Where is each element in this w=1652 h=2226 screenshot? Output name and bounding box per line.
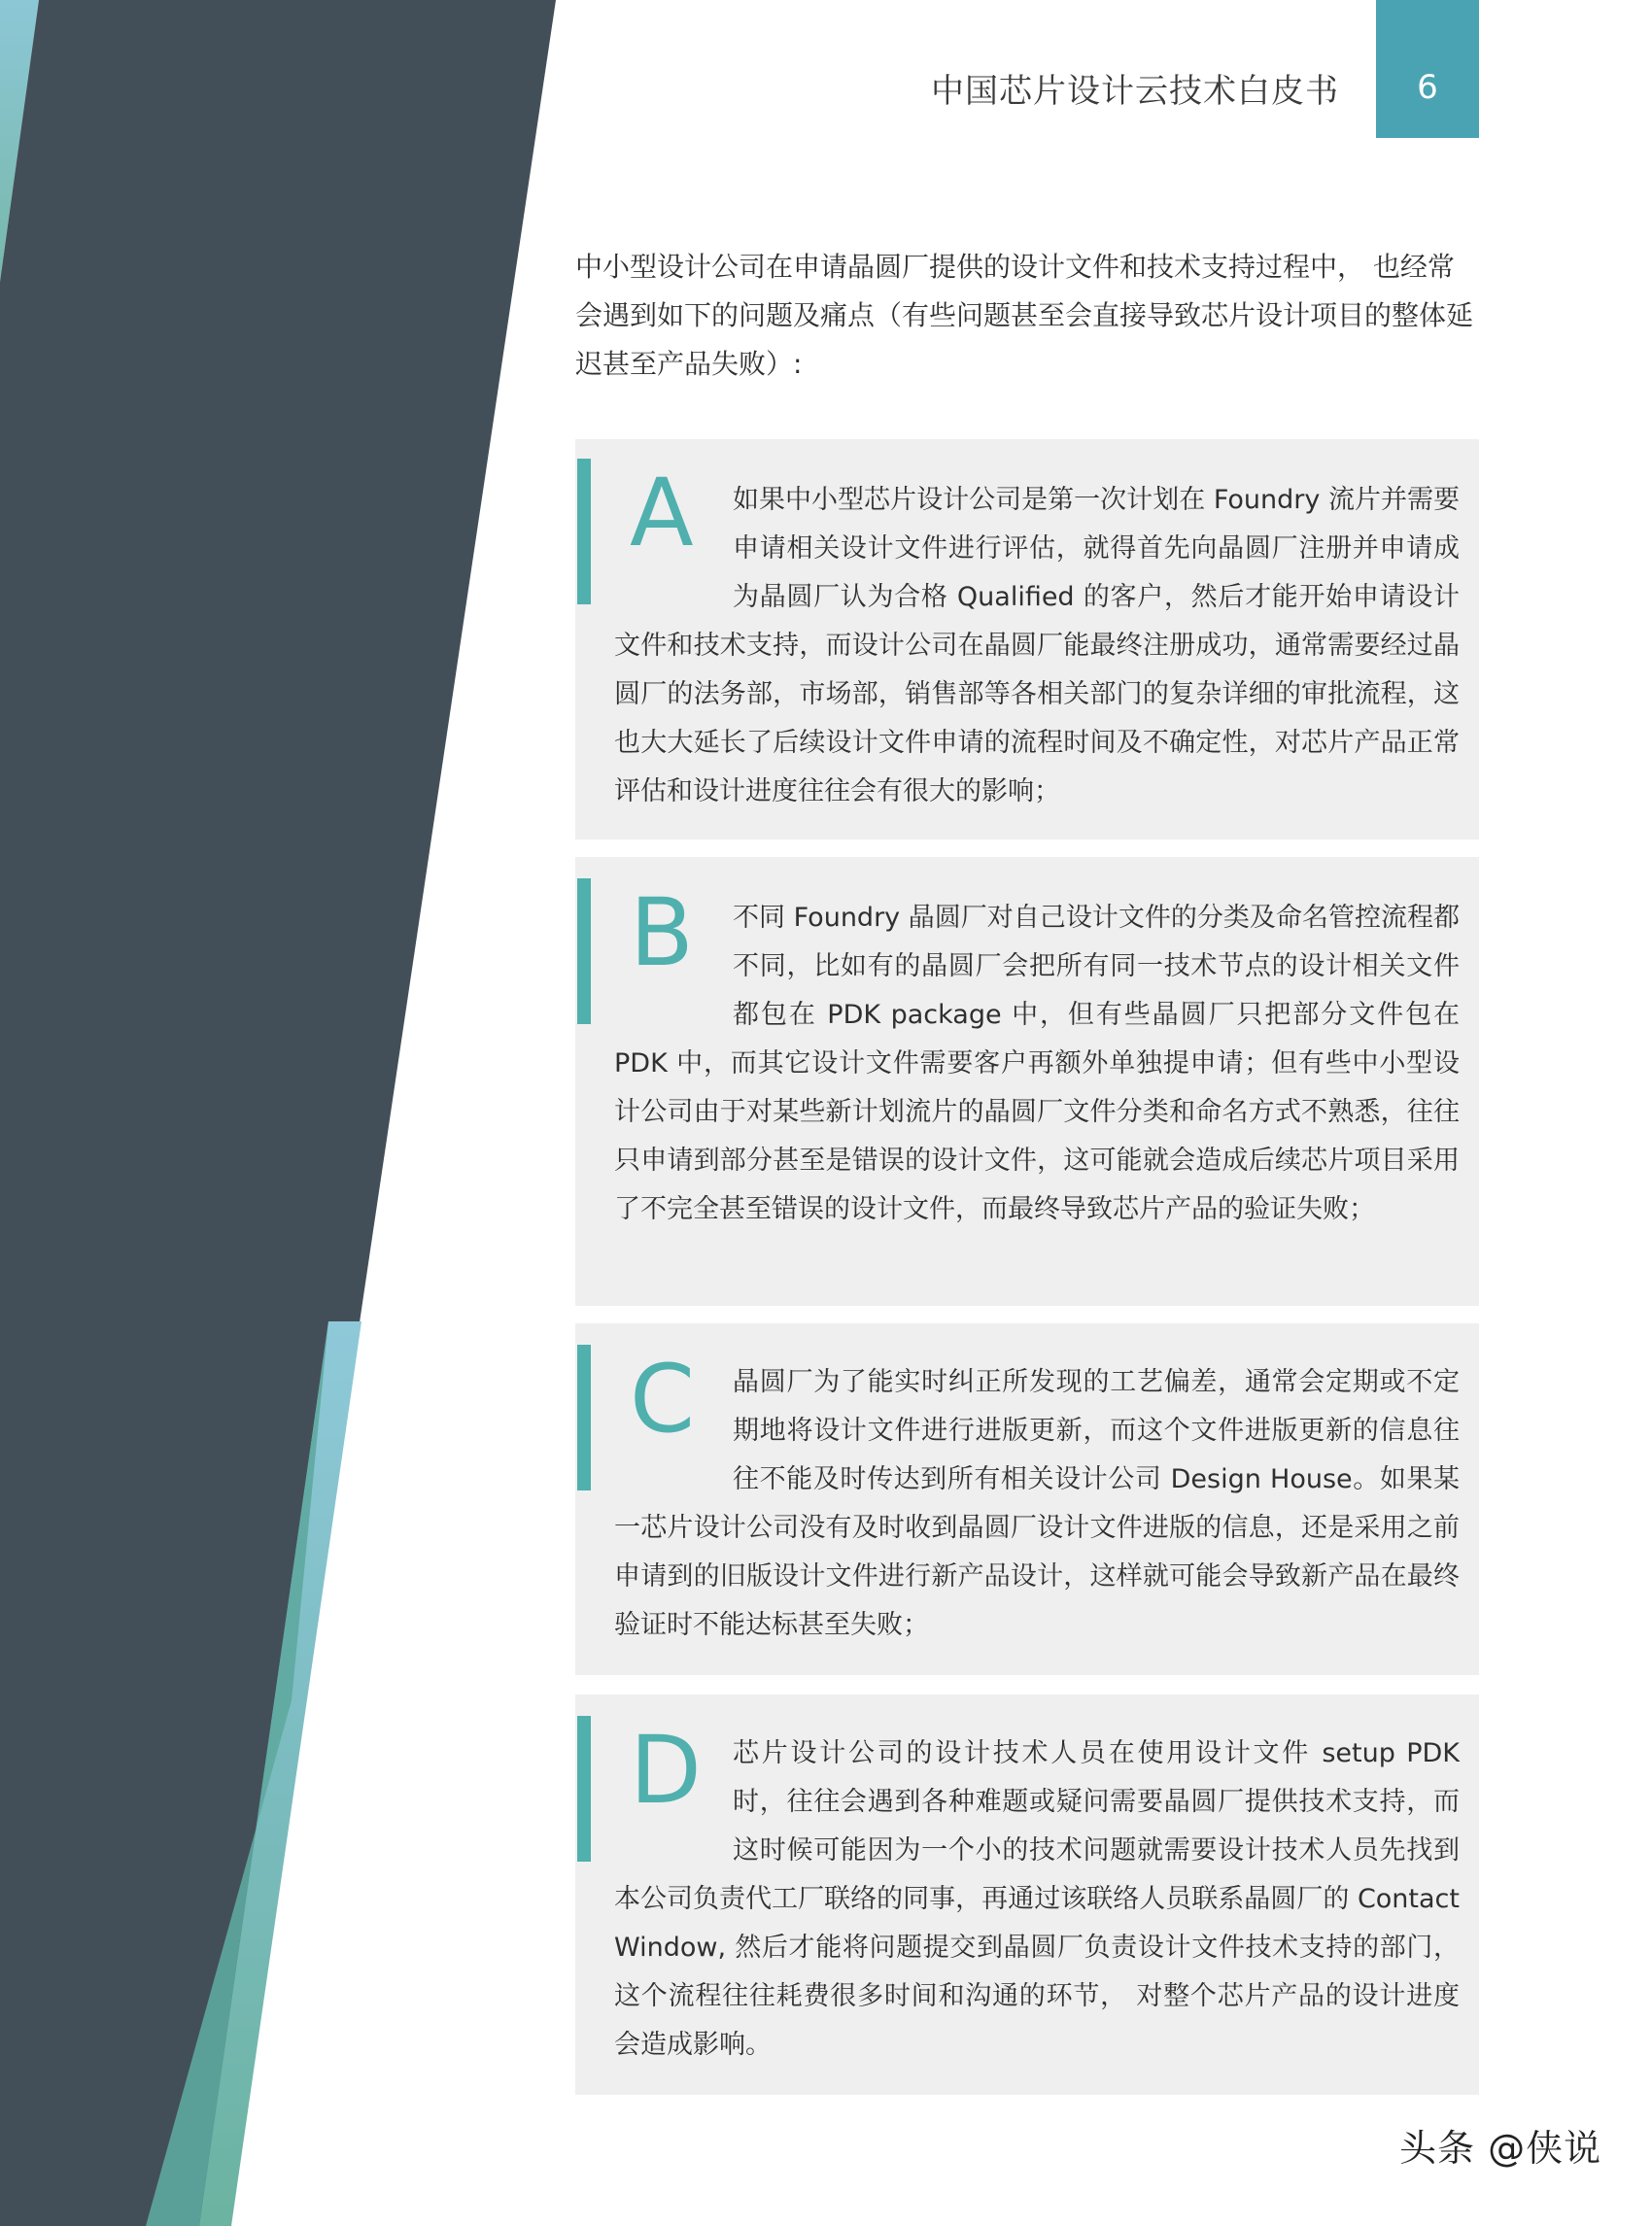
card-text: 晶圆厂为了能实时纠正所发现的工艺偏差，通常会定期或不定期地将设计文件进行进版更新，而这个文件进版更新的信息往往不能及时传达到所有相关设计公司 Design House。如果某一芯片设计公司没有及时收到晶圆厂设计文件进版的信息，还是采用之前申请到的旧版设计文件进行新产品设计，这样就可能会导致新产品在最终验证时不能达标甚至失败； (614, 1367, 1460, 1640)
card-text: 如果中小型芯片设计公司是第一次计划在 Foundry 流片并需要申请相关设计文件进行评估，就得首先向晶圆厂注册并申请成为晶圆厂认为合格 Qualified 的客户，然后才能开始申请设计文件和技术支持，而设计公司在晶圆厂能最终注册成功，通常需要经过晶圆厂的法务部，市场部，销售部等各相关部门的复杂详细的审批流程，这也大大延长了后续设计文件申请的流程时间及不确定性，对芯片产品正常评估和设计进度往往会有很大的影响； (614, 485, 1460, 806)
document-title: 中国芯片设计云技术白皮书 (931, 72, 1339, 111)
card-letter: C (630, 1345, 696, 1454)
issue-card-a (575, 439, 1479, 839)
accent-bar (577, 1345, 591, 1490)
source-watermark: 头条 @侠说 (1399, 2127, 1602, 2170)
accent-bar (577, 1716, 591, 1862)
accent-bar (577, 878, 591, 1024)
issue-card-b (575, 857, 1479, 1306)
card-letter: D (630, 1716, 702, 1825)
card-text: 不同 Foundry 晶圆厂对自己设计文件的分类及命名管控流程都不同，比如有的晶圆厂会把所有同一技术节点的设计相关文件都包在 PDK package 中，但有些晶圆厂只把部分文件包在 PDK 中，而其它设计文件需要客户再额外单独提申请；但有些中小型设计公司由于对某些新计划流片的晶圆厂文件分类和命名方式不熟悉，往往只申请到部分甚至是错误的设计文件，这可能就会造成后续芯片项目采用了不完全甚至错误的设计文件，而最终导致芯片产品的验证失败； (614, 903, 1460, 1224)
issue-card-d (575, 1695, 1479, 2095)
issue-card-c (575, 1323, 1479, 1675)
card-letter: A (630, 459, 694, 567)
page-number-badge: 6 (1376, 0, 1479, 138)
intro-paragraph: 中小型设计公司在申请晶圆厂提供的设计文件和技术支持过程中， 也经常会遇到如下的问题及痛点（有些问题甚至会直接导致芯片设计项目的整体延迟甚至产品失败）: (575, 251, 1474, 380)
card-letter: B (630, 878, 694, 987)
card-text: 芯片设计公司的设计技术人员在使用设计文件 setup PDK 时，往往会遇到各种难题或疑问需要晶圆厂提供技术支持，而这时候可能因为一个小的技术问题就需要设计技术人员先找到本公司负责代工厂联络的同事，再通过该联络人员联系晶圆厂的 Contact Window, 然后才能将问题提交到晶圆厂负责设计文件技术支持的部门，这个流程往往耗费很多时间和沟通的环节， 对整个芯片产品的设计进度会造成影响。 (614, 1738, 1460, 2060)
accent-bar (577, 459, 591, 604)
